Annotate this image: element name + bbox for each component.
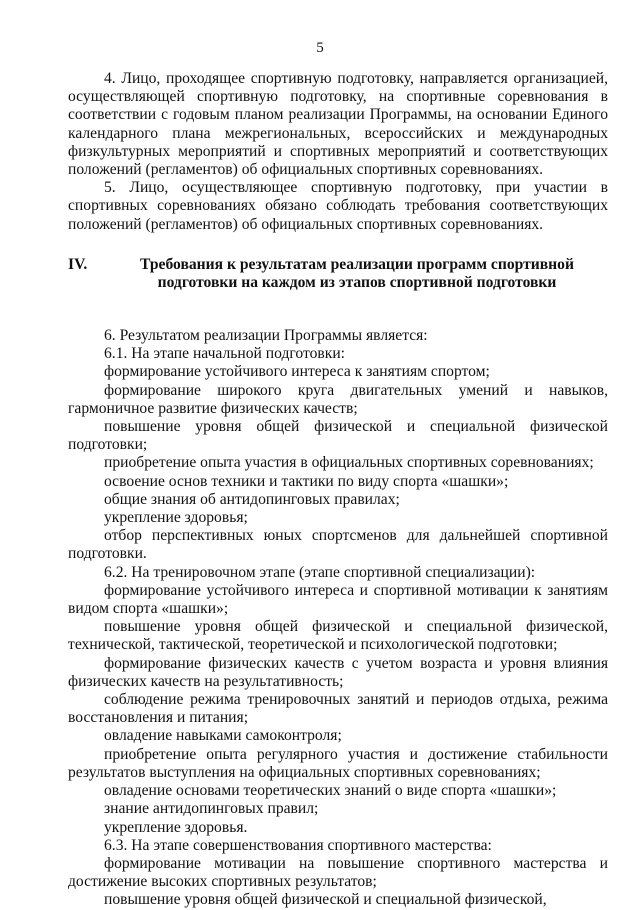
paragraph: соблюдение режима тренировочных занятий и периодов отдыха, режима восстановления и питания;	[68, 691, 608, 727]
paragraph: знание антидопинговых правил;	[104, 800, 319, 818]
section-number: IV.	[68, 255, 88, 273]
paragraph: формирование устойчивого интереса и спортивной мотивации к занятиям видом спорта «шашки»;	[68, 581, 608, 618]
paragraph: освоение основ техники и тактики по виду спорта «шашки»;	[104, 472, 509, 490]
paragraph: 6. Результатом реализации Программы является:	[104, 327, 428, 345]
paragraph: укрепление здоровья;	[104, 509, 248, 527]
document-body	[68, 70, 608, 910]
paragraph: 6.1. На этапе начальной подготовки:	[104, 345, 346, 363]
paragraph: 5. Лицо, осуществляющее спортивную подготовку, при участии в спортивных соревнованиях обязано соблюдать требования соответствующих положений (регламентов) об официальных спортивных соревнованиях.	[68, 179, 608, 233]
paragraph: 6.2. На тренировочном этапе (этапе спортивной специализации):	[104, 563, 536, 581]
paragraph: 4. Лицо, проходящее спортивную подготовку, направляется организацией, осуществляющей спортивную подготовку, на спортивные соревнования в соответствии с годовым планом реализации Программы, на основании Единого календарного плана межрегиональных, всероссийских и международных физкультурных мероприятий и спортивных мероприятий и соответствующих положений (регламентов) об официальных спортивных соревнованиях.	[68, 70, 608, 179]
paragraph: 6.3. На этапе совершенствования спортивного мастерства:	[104, 836, 492, 854]
paragraph: общие знания об антидопинговых правилах;	[104, 490, 400, 508]
paragraph: формирование мотивации на повышение спортивного мастерства и достижение высоких спортивных результатов;	[68, 854, 608, 891]
paragraph: повышение уровня общей физической и специальной физической, технической, тактической, теоретической и психологической подготовки;	[68, 618, 608, 654]
spacer	[68, 315, 608, 327]
paragraph: укрепление здоровья.	[104, 818, 248, 836]
paragraph: формирование широкого круга двигательных умений и навыков, гармоничное развитие физических качеств;	[68, 381, 608, 417]
paragraph: приобретение опыта участия в официальных спортивных соревнованиях;	[104, 454, 594, 472]
section-heading	[68, 256, 608, 293]
paragraph: овладение основами теоретических знаний о виде спорта «шашки»;	[104, 782, 557, 800]
paragraph: отбор перспективных юных спортсменов для дальнейшей спортивной подготовки.	[68, 527, 608, 563]
paragraph: формирование физических качеств с учетом возраста и уровня влияния физических качеств на результативность;	[68, 654, 608, 690]
page-number: 5	[316, 40, 324, 56]
paragraph: формирование устойчивого интереса к занятиям спортом;	[104, 363, 490, 381]
paragraph: повышение уровня общей физической и специальной физической подготовки;	[68, 418, 608, 454]
paragraph: приобретение опыта регулярного участия и достижение стабильности результатов выступления на официальных спортивных соревнованиях;	[68, 745, 608, 781]
paragraph: овладение навыками самоконтроля;	[104, 727, 342, 745]
paragraph: повышение уровня общей физической и специальной физической,	[104, 891, 547, 909]
section-title: Требования к результатам реализации программ спортивной подготовки на каждом из этапов спортивной подготовки	[140, 255, 574, 292]
